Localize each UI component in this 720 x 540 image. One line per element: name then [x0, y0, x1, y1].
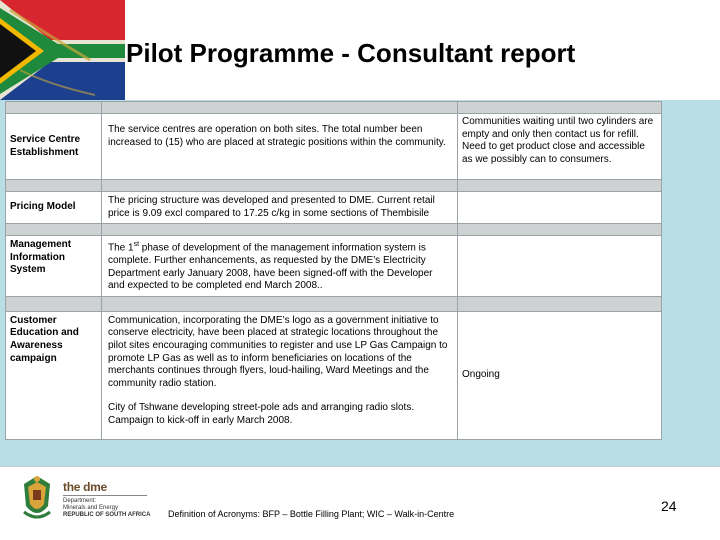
description-paragraph-1: Communication, incorporating the DME’s logo as a government initiative to conserve electricity, have been placed at strategic locations throughout the pilot sites encouraging communities to register and use LP Gas Campaign to promote LP Gas as well as to inform beneficiaries on locations of the merchants continues through flyers, loud-hailing, Ward Meetings and the community radio station.: [108, 314, 448, 389]
description-superscript: st: [133, 241, 140, 249]
row-description-customer-education: [102, 311, 458, 439]
table-row: [6, 114, 662, 180]
table-row: [6, 311, 662, 439]
table-separator-row: [6, 180, 662, 192]
row-label-service-centre: Service Centre Establishment: [6, 114, 102, 180]
row-comment-customer-education: Ongoing: [458, 311, 662, 439]
row-description-management-info: [102, 236, 458, 297]
row-description-service-centre: The service centres are operation on both sites. The total number been increased to (15) who are placed at strategic positions within the community.: [102, 114, 458, 180]
dme-logo-line-3: REPUBLIC OF SOUTH AFRICA: [63, 512, 151, 518]
table-separator-row: [6, 296, 662, 311]
table-separator-row: [6, 224, 662, 236]
page-number: 24: [661, 498, 677, 514]
south-african-flag-image: [0, 0, 125, 100]
row-description-pricing-model: The pricing structure was developed and presented to DME. Current retail price is 9.09 excl compared to 17.25 c/kg in some sections of Thembisile: [102, 192, 458, 224]
row-comment-management-info: [458, 236, 662, 297]
row-comment-service-centre: Communities waiting until two cylinders are empty and only then contact us for refill. Need to get product close and accessible as we possibly can to consumers.: [458, 114, 662, 180]
description-paragraph-2: City of Tshwane developing street-pole ads and arranging radio slots. Campaign to kick-off in early March 2008.: [108, 402, 415, 427]
dme-logo: [63, 480, 153, 519]
dme-logo-line-1: Department:: [63, 498, 97, 504]
consultant-report-table: [5, 101, 662, 440]
row-label-pricing-model: Pricing Model: [6, 192, 102, 224]
row-label-customer-education: Customer Education and Awareness campaign: [6, 311, 102, 439]
acronym-footnote: Definition of Acronyms: BFP – Bottle Filling Plant; WIC – Walk-in-Centre: [168, 509, 455, 519]
table-row: [6, 236, 662, 297]
footer-divider: [0, 466, 720, 467]
table-row: [6, 192, 662, 224]
description-text-end: phase of development of the management information system is complete. Further enhancements, as requested by the DME’s Electricity Department early January 2008, have been signed-off with the Developer and expected to be completed end March 2008..: [108, 242, 433, 292]
dme-logo-line-2: Minerals and Energy: [63, 505, 119, 511]
row-label-management-info: Management Information System: [6, 236, 102, 297]
slide-title: Pilot Programme - Consultant report: [126, 38, 576, 68]
coat-of-arms-icon: [20, 474, 54, 524]
dme-logo-brand: the dme: [63, 480, 107, 494]
row-comment-pricing-model: [458, 192, 662, 224]
table-separator-row: [6, 102, 662, 114]
description-text-start: The 1: [108, 242, 134, 254]
